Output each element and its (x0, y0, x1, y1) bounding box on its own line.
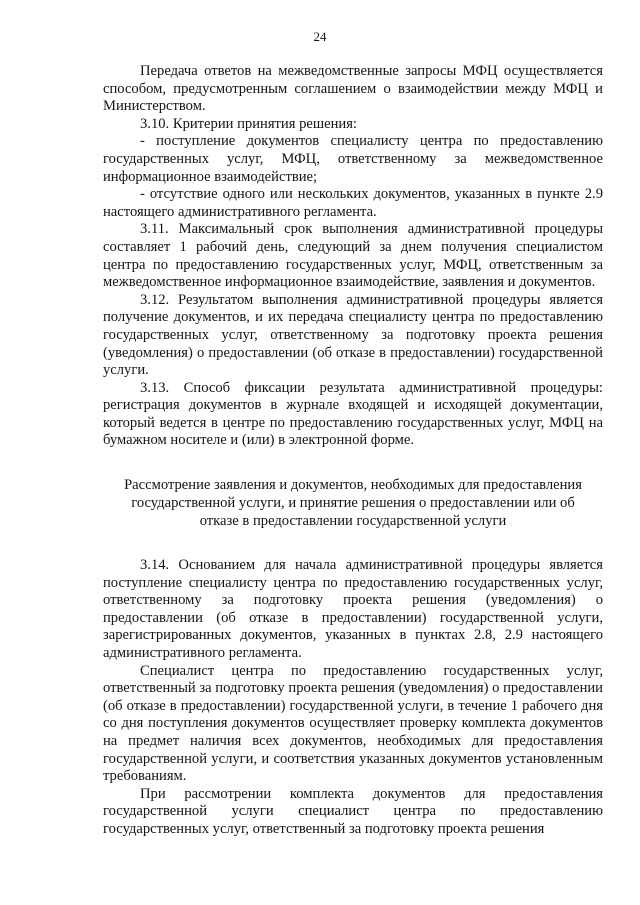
document-body (103, 63, 603, 839)
paragraph-3-10-criteria: 3.10. Критерии принятия решения: (140, 115, 357, 132)
paragraph-mfc-responses: Передача ответов на межведомственные запросы МФЦ осуществляется способом, предусмотренным соглашением о взаимодействии между МФЦ и Министерством. (103, 63, 603, 115)
section-heading (103, 476, 603, 530)
paragraph-3-13: 3.13. Способ фиксации результата административной процедуры: регистрация документов в журнале входящей и исходящей документации, который ведется в центре по предоставлению государственных услуг, МФЦ на бумажном носителе и (или) в электронной форме. (103, 379, 603, 449)
paragraph-specialist-check: Специалист центра по предоставлению государственных услуг, ответственный за подготовку проекта решения (уведомления) о предоставлении (об отказе в предоставлении) государственной услуги, в течение 1 рабочего дня со дня поступления документов осуществляет проверку комплекта документов на предмет наличия всех документов, необходимых для предоставления государственной услуги, и соответствия указанных документов установленным требованиям. (103, 662, 603, 785)
paragraph-3-11: 3.11. Максимальный срок выполнения административной процедуры составляет 1 рабочий день, следующий за днем получения специалистом центра по предоставлению государственных услуг, МФЦ, ответственным за межведомственное информационное взаимодействие, заявления и документов. (103, 221, 603, 291)
paragraph-3-14: 3.14. Основанием для начала административной процедуры является поступление специалисту центра по предоставлению государственных услуг, ответственному за подготовку проекта решения (уведомления) о предоставлении (об отказе в предоставлении) государственной услуги, зарегистрированных документов, указанных в пунктах 2.8, 2.9 настоящего административного регламента. (103, 557, 603, 662)
page-number: 24 (313, 29, 327, 44)
paragraph-3-12: 3.12. Результатом выполнения административной процедуры является получение документов, и их передача специалисту центра по предоставлению государственных услуг, ответственному за подготовку проекта решения (уведомления) о предоставлении (об отказе в предоставлении) государственной услуги. (103, 291, 603, 379)
section-heading-line-1: Рассмотрение заявления и документов, необходимых для предоставления (124, 477, 582, 494)
criteria-bullet-2: - отсутствие одного или нескольких документов, указанных в пункте 2.9 настоящего административного регламента. (103, 186, 603, 220)
section-heading-line-2: государственной услуги, и принятие решения о предоставлении или об (131, 495, 575, 512)
section-heading-line-3: отказе в предоставлении государственной услуги (199, 513, 507, 530)
paragraph-review-documents: При рассмотрении комплекта документов для предоставления государственной услуги специалист центра по предоставлению государственных услуг, ответственный за подготовку проекта решения (103, 785, 603, 837)
criteria-bullet-1: - поступление документов специалисту центра по предоставлению государственных услуг, МФЦ, ответственному за межведомственное информационное взаимодействие; (103, 133, 603, 185)
